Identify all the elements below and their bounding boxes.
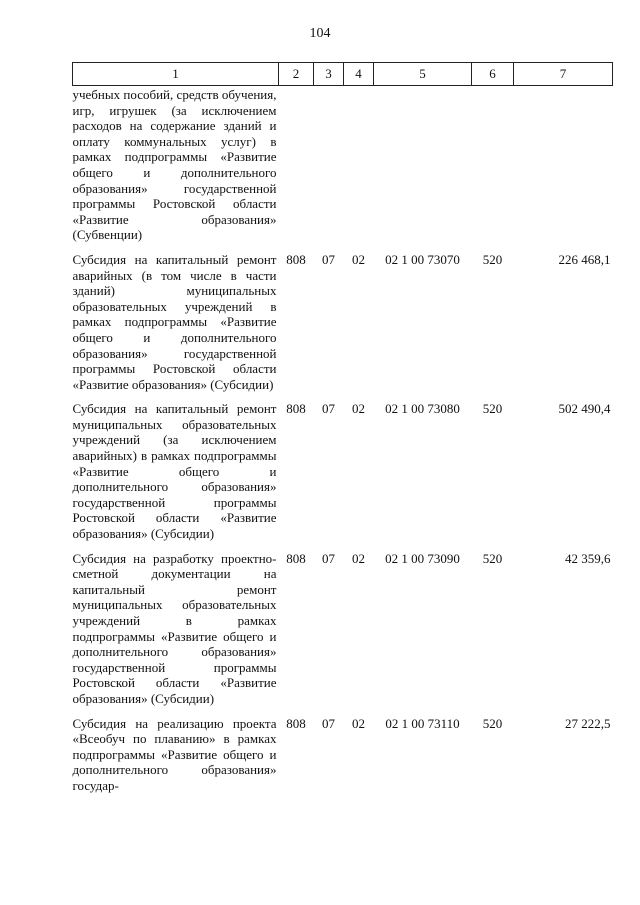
row-amount: 27 222,5 [565,715,611,731]
row-amount: 42 359,6 [565,550,611,566]
row-description: Субсидия на реализацию проекта «Всеобуч по плаванию» в рамках подпрограммы «Развитие общего и дополнительного образования» государ- [72,715,277,793]
row-ministry-code: 808 [286,401,306,417]
table-row [73,243,613,392]
column-header-1: 1 [73,63,279,86]
row-expense-type: 520 [482,550,503,566]
row-subsection-code: 02 [352,550,365,566]
row-target-article: 02 1 00 73070 [385,251,460,267]
column-header-2: 2 [279,63,314,86]
row-amount [514,86,613,243]
row-expense-type: 520 [482,715,503,731]
row-ministry-code: 808 [286,715,306,731]
row-description: Субсидия на разработку проектно-сметной документации на капитальный ремонт муниципальных образовательных учреждений в рамках подпрограммы «Развитие общего и дополнительного образования» государственной программы Ростовской области «Развитие образования» (Субсидии) [72,550,277,706]
row-expense-type: 520 [482,251,503,267]
column-number-header [73,63,613,86]
row-target-article: 02 1 00 73080 [385,401,460,417]
row-section-code: 07 [322,715,335,731]
column-header-3: 3 [314,63,344,86]
column-header-7: 7 [514,63,613,86]
row-subsection-code [344,86,374,243]
row-description: Субсидия на капитальный ремонт муниципальных образовательных учреждений (за исключением аварийных) в рамках подпрограммы «Развитие общего и дополнительного образования» государственной программы Ростовской области «Развитие образования» (Субсидии) [72,401,277,542]
column-header-4: 4 [344,63,374,86]
row-target-article: 02 1 00 73110 [385,715,460,731]
budget-table [72,62,613,794]
row-description: учебных пособий, средств обучения, игр, игрушек (за исключением расходов на содержание зданий и оплату коммунальных услуг) в рамках подпрограммы «Развитие общего и дополнительного образования» государственной программы Ростовской области «Развитие образования» (Субвенции) [72,87,277,243]
row-ministry-code [279,86,314,243]
column-header-6: 6 [472,63,514,86]
row-description: Субсидия на капитальный ремонт аварийных (в том числе в части зданий) муниципальных образовательных учреждений в рамках подпрограммы «Развитие общего и дополнительного образования» государственной программы Ростовской области «Развитие образования» (Субсидии) [72,251,277,392]
row-subsection-code: 02 [352,715,365,731]
row-expense-type: 520 [482,401,503,417]
row-subsection-code: 02 [352,251,365,267]
table-row [73,86,613,243]
row-section-code [314,86,344,243]
row-section-code: 07 [322,251,335,267]
row-section-code: 07 [322,401,335,417]
row-target-article: 02 1 00 73090 [385,550,460,566]
row-subsection-code: 02 [352,401,365,417]
row-section-code: 07 [322,550,335,566]
table-row [73,542,613,707]
column-header-5: 5 [374,63,472,86]
row-target-article [374,86,472,243]
row-expense-type [472,86,514,243]
table-row [73,392,613,541]
row-amount: 502 490,4 [558,401,611,417]
page-number: 104 [309,26,331,41]
row-ministry-code: 808 [286,550,306,566]
table-row [73,707,613,794]
row-amount: 226 468,1 [558,251,611,267]
row-ministry-code: 808 [286,251,306,267]
